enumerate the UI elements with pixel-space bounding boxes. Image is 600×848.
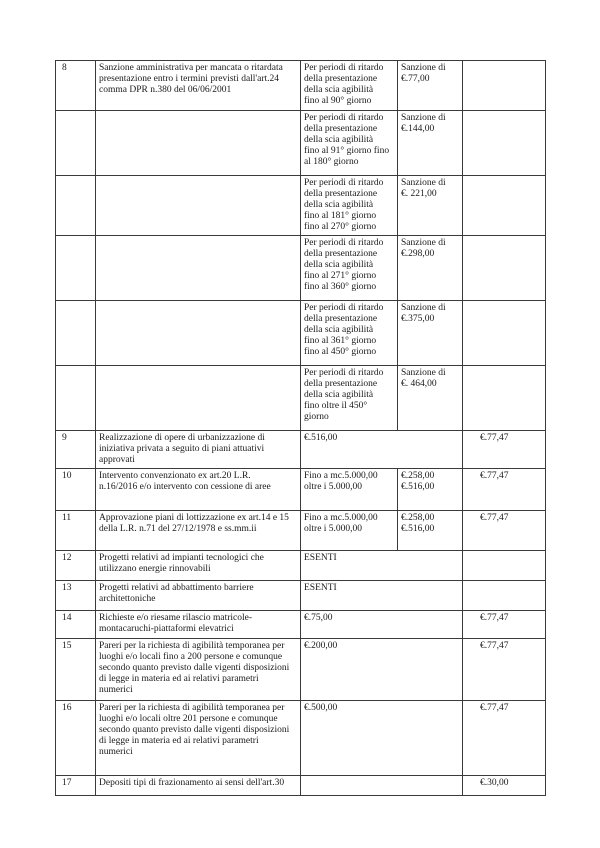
empty-cell (96, 176, 301, 236)
fee-cell (463, 111, 546, 176)
fee-cell (463, 236, 546, 301)
table-row (56, 111, 546, 176)
fee-cell: €.30,00 (463, 776, 546, 796)
sanction-amount: Sanzione di €.77,00 (398, 61, 463, 111)
volume-range: Fino a mc.5.000,00 oltre i 5.000,00 (301, 469, 398, 511)
empty-cell (56, 366, 96, 431)
empty-cell (56, 176, 96, 236)
row-description: Intervento convenzionato ex art.20 L.R. n.16/2016 e/o intervento con cessione di aree (96, 469, 301, 511)
empty-cell (56, 301, 96, 366)
empty-cell (56, 236, 96, 301)
table-row (56, 236, 546, 301)
row-number: 8 (56, 61, 96, 111)
period-condition: Per periodi di ritardo della presentazione della scia agibilità fino al 181° giorno fino al 270° giorno (301, 176, 398, 236)
row-description: Pareri per la richiesta di agibilità temporanea per luoghi e/o locali oltre 201 persone e comunque secondo quanto previsto dalle vigenti disposizioni di legge in materia ed ai relativi parametri numerici (96, 701, 301, 776)
empty-cell (96, 366, 301, 431)
row-number: 14 (56, 611, 96, 639)
row-description: Progetti relativi ad impianti tecnologici che utilizzano energie rinnovabili (96, 551, 301, 581)
period-condition: Per periodi di ritardo della presentazione della scia agibilità fino al 271° giorno fino al 360° giorno (301, 236, 398, 301)
amount-cell: €.258,00 €.516,00 (398, 511, 463, 551)
period-condition: Per periodi di ritardo della presentazione della scia agibilità fino al 91° giorno fino al 180° giorno (301, 111, 398, 176)
row-description: Sanzione amministrativa per mancata o ritardata presentazione entro i termini previsti dall'art.24 comma DPR n.380 del 06/06/2001 (96, 61, 301, 111)
fee-table (55, 60, 546, 796)
table-row (56, 639, 546, 701)
fee-cell (463, 176, 546, 236)
table-row (56, 176, 546, 236)
amount-cell: ESENTI (301, 551, 463, 581)
row-description: Richieste e/o riesame rilascio matricole- montacaruchi-piattaformi elevatrici (96, 611, 301, 639)
row-number: 15 (56, 639, 96, 701)
amount-cell: €.516,00 (301, 431, 463, 469)
row-number: 10 (56, 469, 96, 511)
period-condition: Per periodi di ritardo della presentazione della scia agibilità fino al 90° giorno (301, 61, 398, 111)
table-row (56, 581, 546, 611)
fee-cell (463, 551, 546, 581)
period-condition: Per periodi di ritardo della presentazione della scia agibilità fino al 361° giorno fino al 450° giorno (301, 301, 398, 366)
amount-cell: €.258,00 €.516,00 (398, 469, 463, 511)
fee-cell: €.77,47 (463, 611, 546, 639)
table-row (56, 776, 546, 796)
row-number: 9 (56, 431, 96, 469)
table-row (56, 469, 546, 511)
row-number: 12 (56, 551, 96, 581)
table-row (56, 611, 546, 639)
amount-cell: €.75,00 (301, 611, 463, 639)
sanction-amount: Sanzione di €.298,00 (398, 236, 463, 301)
sanction-amount: Sanzione di €.375,00 (398, 301, 463, 366)
empty-cell (56, 111, 96, 176)
sanction-amount: Sanzione di €.144,00 (398, 111, 463, 176)
fee-cell: €.77,47 (463, 639, 546, 701)
table-row (56, 61, 546, 111)
fee-cell: €.77,47 (463, 431, 546, 469)
row-number: 11 (56, 511, 96, 551)
table-row (56, 551, 546, 581)
row-description: Realizzazione di opere di urbanizzazione di iniziativa privata a seguito di piani attuativi approvati (96, 431, 301, 469)
sanction-amount: Sanzione di €. 221,00 (398, 176, 463, 236)
amount-cell: €.500,00 (301, 701, 463, 776)
volume-range: Fino a mc.5.000,00 oltre i 5.000,00 (301, 511, 398, 551)
sanction-amount: Sanzione di €. 464,00 (398, 366, 463, 431)
row-number: 17 (56, 776, 96, 796)
table-row (56, 511, 546, 551)
fee-cell (463, 61, 546, 111)
row-description: Pareri per la richiesta di agibilità temporanea per luoghi e/o locali fino a 200 persone e comunque secondo quanto previsto dalle vigenti disposizioni di legge in materia ed ai relativi parametri numerici (96, 639, 301, 701)
table-row (56, 431, 546, 469)
fee-cell (463, 366, 546, 431)
fee-cell (463, 581, 546, 611)
row-description: Depositi tipi di frazionamento ai sensi dell'art.30 (96, 776, 301, 796)
empty-cell (96, 236, 301, 301)
amount-cell: €.200,00 (301, 639, 463, 701)
fee-cell: €.77,47 (463, 469, 546, 511)
fee-cell: €.77,47 (463, 701, 546, 776)
table-row (56, 701, 546, 776)
table-row (56, 366, 546, 431)
row-description: Progetti relativi ad abbattimento barriere architettoniche (96, 581, 301, 611)
empty-cell (96, 111, 301, 176)
row-number: 13 (56, 581, 96, 611)
amount-cell: ESENTI (301, 581, 463, 611)
row-number: 16 (56, 701, 96, 776)
table-row (56, 301, 546, 366)
row-description: Approvazione piani di lottizzazione ex art.14 e 15 della L.R. n.71 del 27/12/1978 e ss.mm.ii (96, 511, 301, 551)
empty-cell (96, 301, 301, 366)
amount-cell (301, 776, 463, 796)
fee-cell (463, 301, 546, 366)
fee-cell: €.77,47 (463, 511, 546, 551)
period-condition: Per periodi di ritardo della presentazione della scia agibilità fino oltre il 450° giorno (301, 366, 398, 431)
